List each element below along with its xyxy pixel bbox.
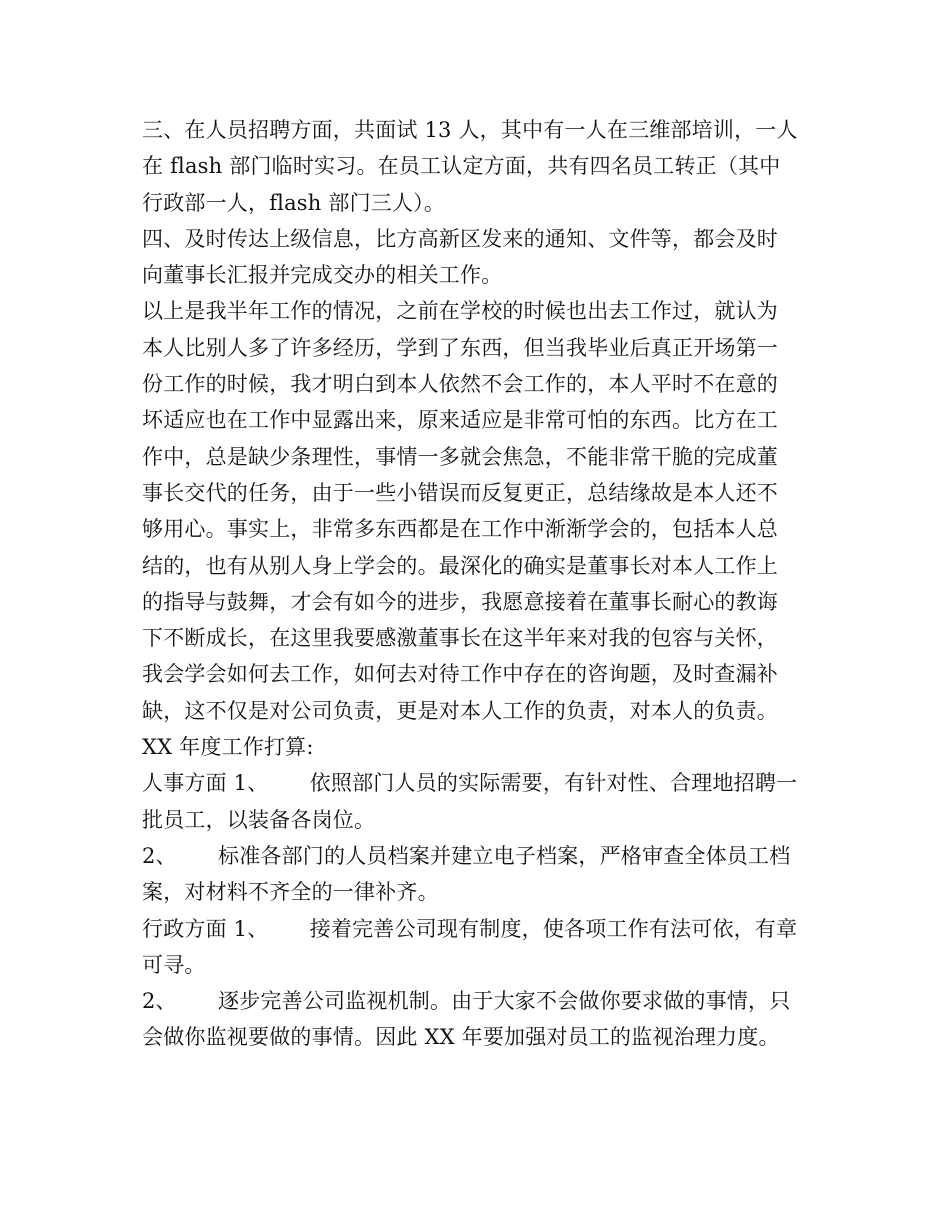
text-line: 本人比别人多了许多经历，学到了东西，但当我毕业后真正开场第一 bbox=[142, 335, 778, 360]
text-line: 四、及时传达上级信息，比方高新区发来的通知、文件等，都会及时 bbox=[142, 226, 778, 251]
text-line: 行政部一人，flash 部门三人）。 bbox=[142, 190, 446, 215]
text-line: 三、在人员招聘方面，共面试 13 人，其中有一人在三维部培训，一人 bbox=[142, 118, 798, 142]
text-line: 结的，也有从别人身上学会的。最深化的确实是董事长对本人工作上 bbox=[142, 553, 778, 578]
text-line: 2、 逐步完善公司监视机制。由于大家不会做你要求做的事情，只 bbox=[142, 989, 791, 1014]
text-line: 人事方面 1、 依照部门人员的实际需要，有针对性、合理地招聘一 bbox=[142, 771, 798, 796]
text-line: 作中，总是缺少条理性，事情一多就会焦急，不能非常干脆的完成董 bbox=[142, 444, 778, 469]
section-heading: XX 年度工作打算: bbox=[142, 735, 314, 760]
text-line: 案，对材料不齐全的一律补齐。 bbox=[142, 880, 439, 905]
text-line: 事长交代的任务，由于一些小错误而反复更正，总结缘故是本人还不 bbox=[142, 480, 778, 505]
text-line: 以上是我半年工作的情况，之前在学校的时候也出去工作过，就认为 bbox=[142, 299, 778, 324]
text-line: 会做你监视要做的事情。因此 XX 年要加强对员工的监视治理力度。 bbox=[142, 1025, 780, 1050]
text-line: 份工作的时候，我才明白到本人依然不会工作的，本人平时不在意的 bbox=[142, 372, 778, 397]
text-line: 够用心。事实上，非常多东西都是在工作中渐渐学会的，包括本人总 bbox=[142, 517, 778, 542]
text-line: 下不断成长，在这里我要感激董事长在这半年来对我的包容与关怀， bbox=[142, 626, 778, 651]
document-body bbox=[142, 112, 822, 1056]
text-line: 我会学会如何去工作，如何去对待工作中存在的咨询题，及时查漏补 bbox=[142, 662, 778, 687]
text-line: 在 flash 部门临时实习。在员工认定方面，共有四名员工转正（其中 bbox=[142, 154, 781, 179]
text-line: 的指导与鼓舞，才会有如今的进步，我愿意接着在董事长耐心的教诲 bbox=[142, 589, 778, 614]
text-line: 批员工，以装备各岗位。 bbox=[142, 807, 376, 832]
text-line: 坏适应也在工作中显露出来，原来适应是非常可怕的东西。比方在工 bbox=[142, 408, 778, 433]
text-line: 缺，这不仅是对公司负责，更是对本人工作的负责，对本人的负责。 bbox=[142, 698, 778, 723]
text-line: 行政方面 1、 接着完善公司现有制度，使各项工作有法可依，有章 bbox=[142, 916, 798, 941]
text-line: 向董事长汇报并完成交办的相关工作。 bbox=[142, 263, 503, 288]
text-line: 2、 标准各部门的人员档案并建立电子档案，严格审查全体员工档 bbox=[142, 843, 791, 868]
text-line: 可寻。 bbox=[142, 952, 206, 977]
